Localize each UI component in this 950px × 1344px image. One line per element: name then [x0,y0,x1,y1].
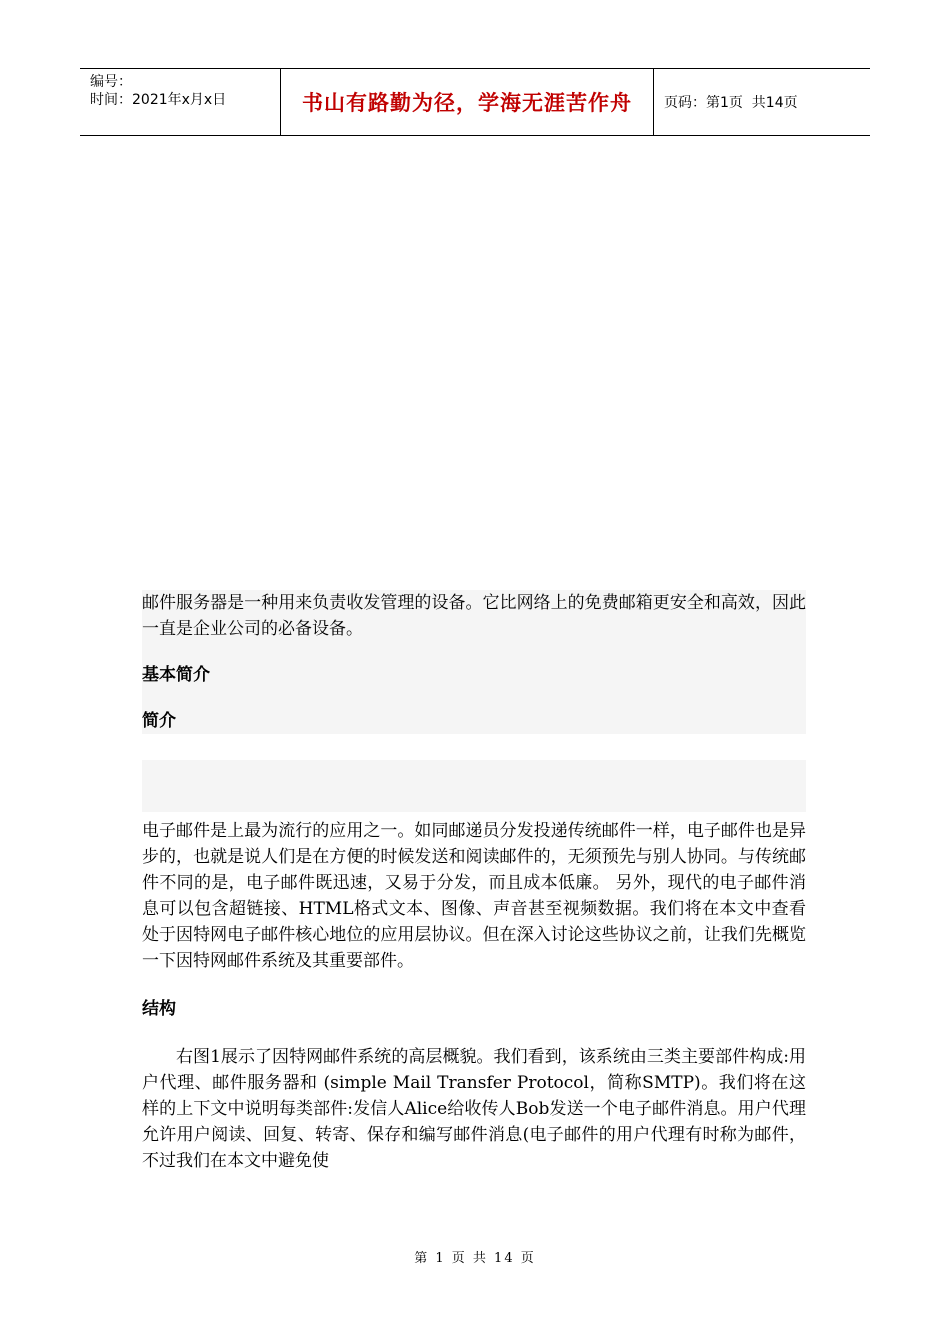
time-label: 时间：2021年x月x日 [90,92,227,108]
shaded-blank-block [142,760,806,812]
page-footer: 第 1 页 共 14 页 [414,1251,536,1266]
document-body [142,590,806,1174]
intro-block [142,590,806,734]
page-info-text: 页码：第1页 共14页 [664,95,798,111]
structure-paragraph: 右图1展示了因特网邮件系统的高层概貌。我们看到，该系统由三类主要部件构成:用户代理、邮件服务器和 (simple Mail Transfer Protocol，简称SMTP)。我们将在这样的上下文中说明每类部件:发信人Alice给收传人Bob发送一个电子邮件消息。用户代理允许用户阅读、回复、转寄、保存和编写邮件消息(电子邮件的用户代理有时称为邮件，不过我们在本文中避免使 [142,1047,806,1171]
heading-intro: 简介 [142,711,176,731]
heading-structure: 结构 [142,999,176,1019]
header-page-info [654,69,870,135]
number-label: 编号： [90,74,132,90]
header-motto: 书山有路勤为径，学海无涯苦作舟 [281,69,654,135]
intro-paragraph: 邮件服务器是一种用来负责收发管理的设备。它比网络上的免费邮箱更安全和高效，因此一直是企业公司的必备设备。 [142,593,806,639]
heading-basic-intro: 基本简介 [142,665,210,685]
document-header [80,68,870,136]
email-paragraph: 电子邮件是上最为流行的应用之一。如同邮递员分发投递传统邮件一样，电子邮件也是异步的，也就是说人们是在方便的时候发送和阅读邮件的，无须预先与别人协同。与传统邮件不同的是，电子邮件既迅速，又易于分发，而且成本低廉。 另外，现代的电子邮件消息可以包含超链接、HTML格式文本、图像、声音甚至视频数据。我们将在本文中查看处于因特网电子邮件核心地位的应用层协议。但在深入讨论这些协议之前，让我们先概览一下因特网邮件系统及其重要部件。 [142,821,806,971]
header-meta [80,69,281,135]
